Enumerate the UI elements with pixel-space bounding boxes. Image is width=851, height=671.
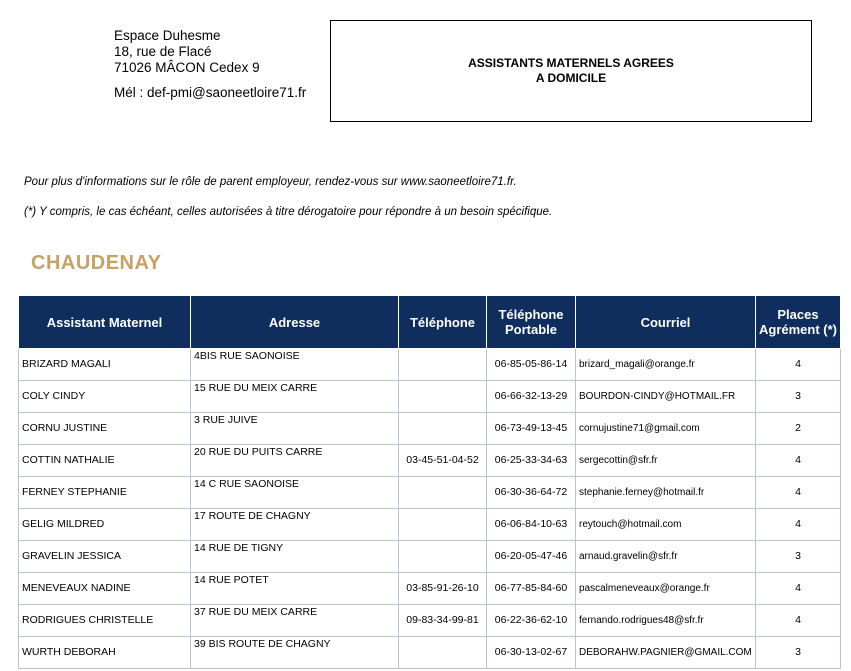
cell-name: RODRIGUES CHRISTELLE (19, 605, 191, 637)
table-row (19, 349, 841, 381)
contact-email: Mél : def-pmi@saoneetloire71.fr (114, 85, 307, 100)
header-address: Adresse (191, 296, 399, 349)
info-note: Pour plus d'informations sur le rôle de parent employeur, rendez-vous sur www.saoneetloire71.fr. (24, 176, 517, 188)
cell-name: GELIG MILDRED (19, 509, 191, 541)
table-row (19, 477, 841, 509)
cell-phone (399, 637, 487, 669)
footnote: (*) Y compris, le cas échéant, celles autorisées à titre dérogatoire pour répondre à un besoin spécifique. (24, 206, 553, 218)
header-places: Places Agrément (*) (756, 296, 841, 349)
table-row (19, 413, 841, 445)
cell-phone (399, 477, 487, 509)
table-row (19, 541, 841, 573)
header-phone: Téléphone (399, 296, 487, 349)
cell-mobile: 06-73-49-13-45 (487, 413, 576, 445)
cell-mobile: 06-25-33-34-63 (487, 445, 576, 477)
cell-phone (399, 349, 487, 381)
cell-phone (399, 413, 487, 445)
cell-phone: 09-83-34-99-81 (399, 605, 487, 637)
address-line-3: 71026 MÂCON Cedex 9 (114, 60, 260, 75)
cell-mobile: 06-06-84-10-63 (487, 509, 576, 541)
cell-phone (399, 509, 487, 541)
cell-address: 14 C RUE SAONOISE (191, 477, 399, 509)
cell-address: 14 RUE DE TIGNY (191, 541, 399, 573)
cell-mobile: 06-22-36-62-10 (487, 605, 576, 637)
document-title-box (330, 20, 812, 122)
cell-email: BOURDON-CINDY@HOTMAIL.FR (576, 381, 756, 413)
address-block (114, 28, 306, 101)
cell-places: 4 (756, 605, 841, 637)
address-line-2: 18, rue de Flacé (114, 44, 212, 59)
title-line-2: A DOMICILE (535, 71, 607, 85)
cell-mobile: 06-30-36-64-72 (487, 477, 576, 509)
cell-name: BRIZARD MAGALI (19, 349, 191, 381)
cell-address: 14 RUE POTET (191, 573, 399, 605)
cell-mobile: 06-77-85-84-60 (487, 573, 576, 605)
cell-address: 15 RUE DU MEIX CARRE (191, 381, 399, 413)
cell-name: FERNEY STEPHANIE (19, 477, 191, 509)
cell-name: GRAVELIN JESSICA (19, 541, 191, 573)
table-row (19, 381, 841, 413)
cell-places: 3 (756, 541, 841, 573)
cell-address: 37 RUE DU MEIX CARRE (191, 605, 399, 637)
cell-places: 4 (756, 349, 841, 381)
cell-name: CORNU JUSTINE (19, 413, 191, 445)
cell-phone: 03-85-91-26-10 (399, 573, 487, 605)
table-row (19, 637, 841, 669)
assistants-table (18, 295, 841, 669)
cell-places: 4 (756, 573, 841, 605)
table-row (19, 509, 841, 541)
cell-places: 3 (756, 381, 841, 413)
cell-places: 4 (756, 445, 841, 477)
cell-address: 3 RUE JUIVE (191, 413, 399, 445)
header-mobile: Téléphone Portable (487, 296, 576, 349)
cell-email: DEBORAHW.PAGNIER@GMAIL.COM (576, 637, 756, 669)
cell-email: stephanie.ferney@hotmail.fr (576, 477, 756, 509)
table-row (19, 605, 841, 637)
cell-address: 20 RUE DU PUITS CARRE (191, 445, 399, 477)
cell-address: 4BIS RUE SAONOISE (191, 349, 399, 381)
cell-name: WURTH DEBORAH (19, 637, 191, 669)
cell-email: brizard_magali@orange.fr (576, 349, 756, 381)
city-heading: CHAUDENAY (31, 252, 162, 274)
header-name: Assistant Maternel (19, 296, 191, 349)
cell-name: COLY CINDY (19, 381, 191, 413)
cell-phone: 03-45-51-04-52 (399, 445, 487, 477)
cell-email: sergecottin@sfr.fr (576, 445, 756, 477)
cell-email: pascalmeneveaux@orange.fr (576, 573, 756, 605)
cell-address: 17 ROUTE DE CHAGNY (191, 509, 399, 541)
address-line-1: Espace Duhesme (114, 28, 221, 43)
cell-email: arnaud.gravelin@sfr.fr (576, 541, 756, 573)
cell-email: reytouch@hotmail.com (576, 509, 756, 541)
cell-mobile: 06-20-05-47-46 (487, 541, 576, 573)
cell-name: MENEVEAUX NADINE (19, 573, 191, 605)
cell-places: 4 (756, 509, 841, 541)
cell-places: 3 (756, 637, 841, 669)
cell-address: 39 BIS ROUTE DE CHAGNY (191, 637, 399, 669)
cell-phone (399, 541, 487, 573)
table-row (19, 573, 841, 605)
cell-email: cornujustine71@gmail.com (576, 413, 756, 445)
title-line-1: ASSISTANTS MATERNELS AGREES (468, 56, 674, 70)
cell-places: 4 (756, 477, 841, 509)
cell-phone (399, 381, 487, 413)
header-email: Courriel (576, 296, 756, 349)
cell-name: COTTIN NATHALIE (19, 445, 191, 477)
cell-places: 2 (756, 413, 841, 445)
cell-email: fernando.rodrigues48@sfr.fr (576, 605, 756, 637)
table-header-row (19, 296, 841, 349)
table-row (19, 445, 841, 477)
cell-mobile: 06-66-32-13-29 (487, 381, 576, 413)
cell-mobile: 06-85-05-86-14 (487, 349, 576, 381)
cell-mobile: 06-30-13-02-67 (487, 637, 576, 669)
